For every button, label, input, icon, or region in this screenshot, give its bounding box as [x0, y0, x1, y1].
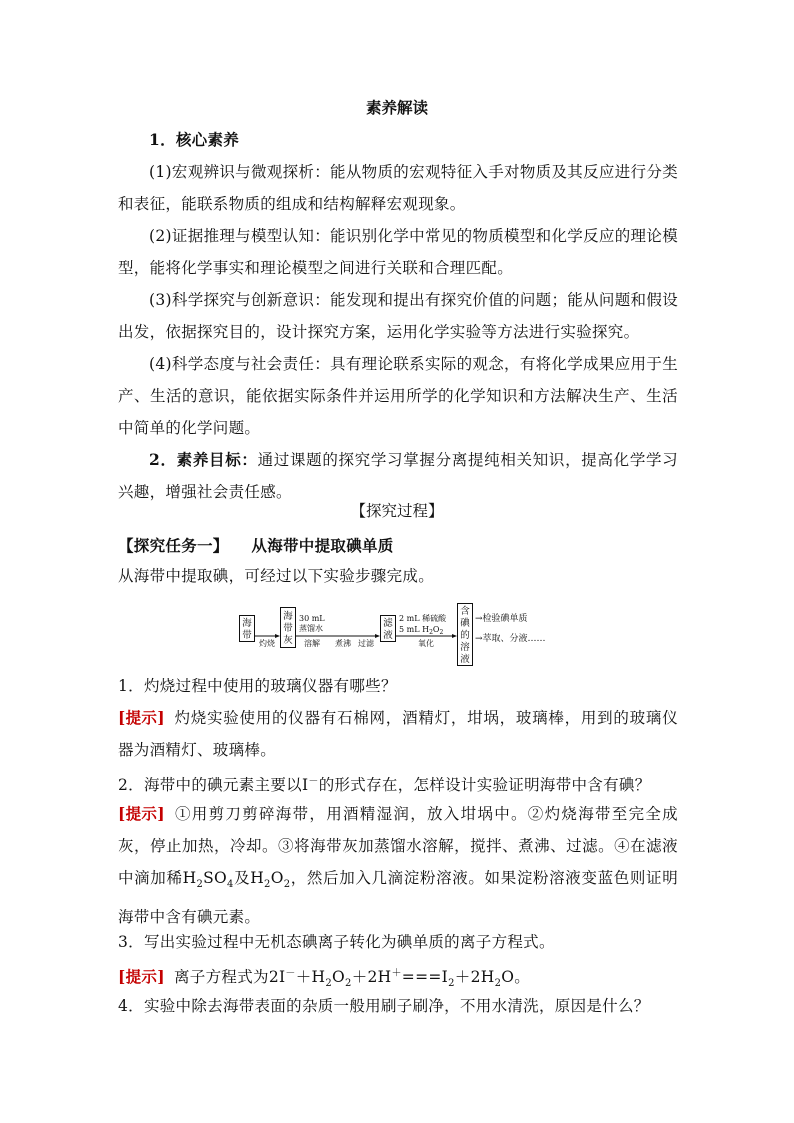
step-burn: 灼烧 [259, 639, 275, 648]
reagent-water-amount: 30 mL [299, 614, 325, 623]
reagent-peroxide: 5 mL $H_2O_2$ [399, 625, 444, 636]
output-test-iodine: →检验碘单质 [475, 614, 528, 624]
answer-3: [提示] 离子方程式为$2I^-+H_2O_2+2H^+===I_2+2H_2O$。 [118, 958, 678, 1000]
hint-label: [提示] [118, 804, 165, 823]
hint-label: [提示] [118, 967, 165, 987]
box4-char-1: 含 [460, 606, 470, 617]
task-intro: 从海带中提取碘，可经过以下实验步骤完成。 [118, 567, 435, 585]
reagent-sulfuric-acid: 2 mL 稀硫酸 [399, 614, 447, 623]
step-boil: 煮沸 [335, 639, 351, 648]
box2-char-2: 带 [283, 623, 293, 634]
box2-char-3: 灰 [283, 635, 293, 646]
section-title: 素养解读 [365, 98, 428, 117]
box4-char-2: 碘 [460, 618, 470, 629]
step-dissolve: 溶解 [304, 639, 320, 648]
box4-char-3: 的 [460, 630, 470, 641]
task-title: 从海带中提取碘单质 [251, 536, 394, 555]
question-2: 2．海带中的碘元素主要以I－的形式存在，怎样设计实验证明海带中含有碘？ [118, 776, 651, 795]
box4-char-5: 液 [460, 654, 470, 665]
core-heading: 1．核心素养 [149, 130, 240, 149]
goal-heading: 2．素养目标： [149, 450, 258, 469]
box1-char-1: 海 [242, 618, 252, 629]
box2-char-1: 海 [283, 611, 293, 622]
core-item-3: (3)科学探究与创新意识：能发现和提出有探究价值的问题；能从问题和假设出发，依据探究目的，设计探究方案，运用化学实验等方法进行实验探究。 [118, 291, 678, 341]
question-1: 1．灼烧过程中使用的玻璃仪器有哪些？ [118, 677, 397, 695]
box3-char-2: 液 [383, 630, 393, 641]
goal-text: 通过课题的探究学习掌握分离提纯相关知识，提高化学学习兴趣，增强社会责任感。 [118, 451, 678, 501]
core-item-2: (2)证据推理与模型认知：能识别化学中常见的物质模型和化学反应的理论模型，能将化学事实和理论模型之间进行关联和合理匹配。 [118, 227, 678, 277]
answer-1-text: 灼烧实验使用的仪器有石棉网，酒精灯，坩埚，玻璃棒，用到的玻璃仪器为酒精灯、玻璃棒。 [118, 709, 678, 759]
answer-2: [提示] ①用剪刀剪碎海带，用酒精湿润，放入坩埚中。②灼烧海带至完全成灰，停止加热，冷却。③将海带灰加蒸馏水溶解，搅拌、煮沸、过滤。④在滤液中滴加稀$H_2SO_4$及$H_2O_2$，然后加入几滴淀粉溶液。如果淀粉溶液变蓝色则证明海带中含有碘元素。 [118, 798, 678, 933]
output-extract: →萃取、分液…… [475, 634, 546, 644]
core-item-1: (1)宏观辨识与微观探析：能从物质的宏观特征入手对物质及其反应进行分类和表征，能联系物质的组成和结构解释宏观现象。 [118, 163, 678, 213]
task-label: 【探究任务一】 [118, 536, 229, 555]
extraction-flowchart [239, 602, 559, 668]
step-oxidize: 氧化 [418, 639, 434, 648]
reagent-water: 蒸馏水 [299, 624, 323, 633]
question-3: 3．写出实验过程中无机态碘离子转化为碘单质的离子方程式。 [118, 933, 555, 951]
box3-char-1: 滤 [383, 618, 393, 629]
task-heading [118, 530, 678, 562]
box1-char-2: 带 [242, 630, 252, 641]
step-filter: 过滤 [358, 639, 374, 648]
answer-1 [118, 702, 678, 766]
box4-char-4: 溶 [460, 642, 470, 653]
process-heading: 【探究过程】 [350, 502, 444, 520]
core-item-4: (4)科学态度与社会责任：具有理论联系实际的观念，有将化学成果应用于生产、生活的意识，能依据实际条件并运用所学的化学知识和方法解决生产、生活中简单的化学问题。 [118, 355, 678, 437]
hint-label: [提示] [118, 708, 165, 727]
ionic-equation: $2I^-+H_2O_2+2H^+===I_2+2H_2O$。 [268, 968, 531, 990]
question-4: 4．实验中除去海带表面的杂质一般用刷子刷净，不用水清洗，原因是什么？ [118, 997, 650, 1015]
